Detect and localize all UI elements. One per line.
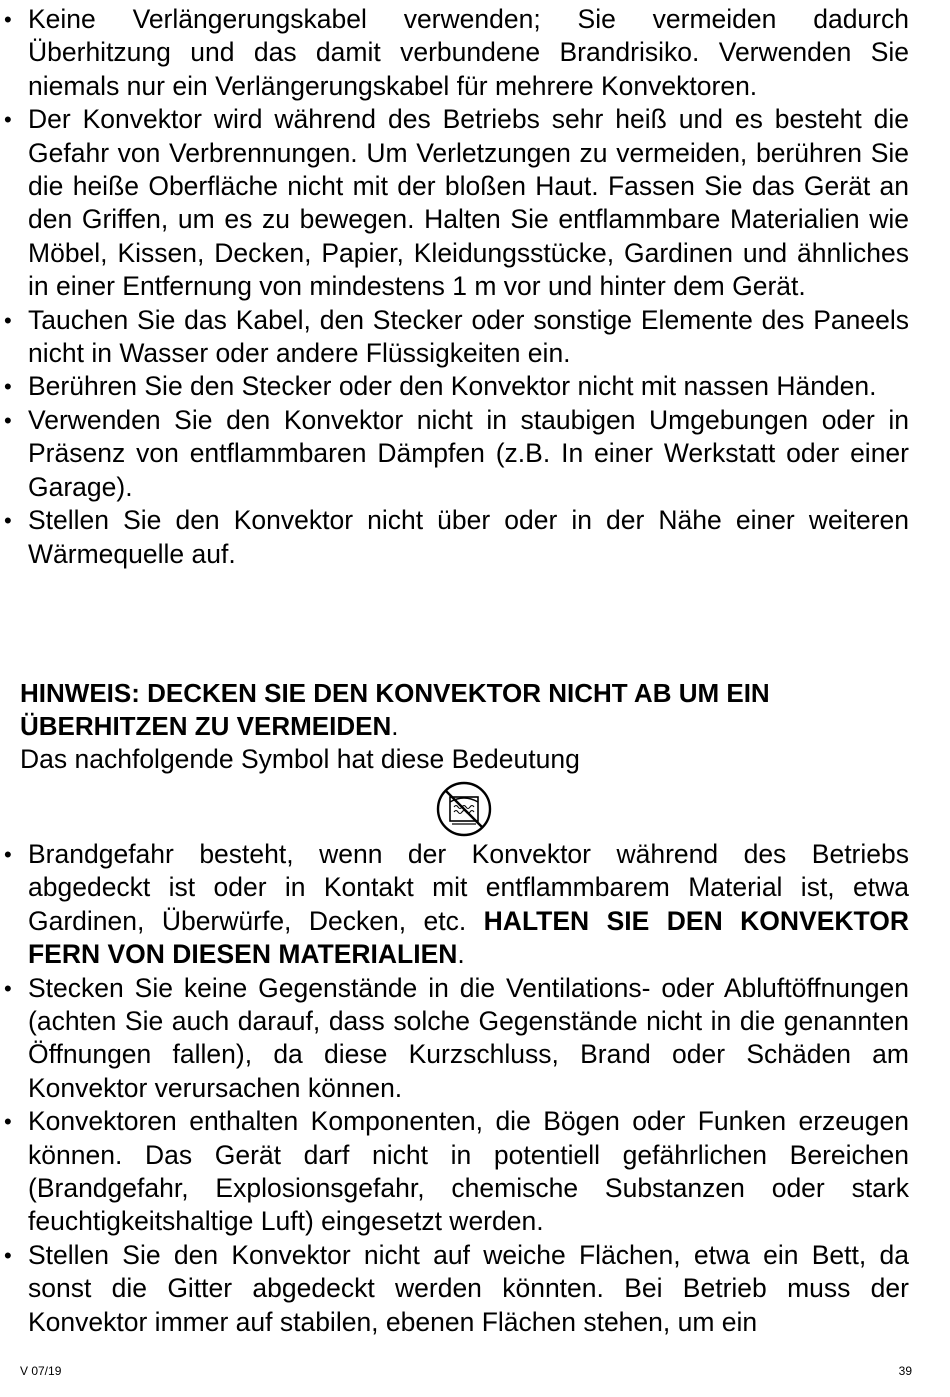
safety-list-top (28, 3, 909, 571)
do-not-cover-icon (435, 780, 493, 838)
symbol-caption: Das nachfolgende Symbol hat diese Bedeutung (20, 744, 580, 774)
notice-heading (20, 677, 920, 743)
list-item: • Verwenden Sie den Konvektor nicht in staubigen Umgebungen oder in Präsenz von entflammbaren Dämpfen (z.B. In einer Werkstatt oder einer Garage). (28, 404, 909, 504)
list-item: • Stellen Sie den Konvektor nicht auf weiche Flächen, etwa ein Bett, da sonst die Gitter abgedeckt werden könnten. Bei Betrieb muss der Konvektor immer auf stabilen, ebenen Flächen stehen, um ein (28, 1239, 909, 1339)
list-item: • Konvektoren enthalten Komponenten, die Bögen oder Funken erzeugen können. Das Gerät darf nicht in potentiell gefährlichen Bereichen (Brandgefahr, Explosionsgefahr, chemische Substanzen oder stark feuchtigkeitshaltige Luft) eingesetzt werden. (28, 1105, 909, 1239)
list-item-emphasis: HALTEN SIE DEN KONVEKTOR FERN VON DIESEN MATERIALIEN (28, 905, 909, 970)
list-item: • Keine Verlängerungskabel verwenden; Sie vermeiden dadurch Überhitzung und das damit verbundene Brandrisiko. Verwenden Sie niemals nur ein Verlängerungskabel für mehrere Konvektoren. (28, 3, 909, 103)
list-item-period: . (457, 939, 465, 970)
list-item: • Der Konvektor wird während des Betriebs sehr heiß und es besteht die Gefahr von Verbrennungen. Um Verletzungen zu vermeiden, berühren Sie die heiße Oberfläche nicht mit der bloßen Haut. Fassen Sie das Gerät an den Griffen, um es zu bewegen. Halten Sie entflammbare Materialien wie Möbel, Kissen, Decken, Papier, Kleidungsstücke, Gardinen und ähnliches in einer Entfernung von mindestens 1 m vor und hinter dem Gerät. (28, 103, 909, 303)
list-item: • Tauchen Sie das Kabel, den Stecker oder sonstige Elemente des Paneels nicht in Wasser oder andere Flüssigkeiten ein. (28, 304, 909, 371)
notice-period: . (391, 711, 399, 741)
list-item: • Stellen Sie den Konvektor nicht über oder in der Nähe einer weiteren Wärmequelle auf. (28, 504, 909, 571)
page-number: 39 (898, 1364, 912, 1378)
list-item: • Stecken Sie keine Gegenstände in die Ventilations- oder Abluftöffnungen (achten Sie auch darauf, dass solche Gegenstände nicht in die genannten Öffnungen fallen), da diese Kurzschluss, Brand oder Schäden am Konvektor verursachen können. (28, 972, 909, 1106)
footer-version: V 07/19 (20, 1364, 62, 1378)
safety-list-bottom (28, 838, 909, 1339)
notice-text: HINWEIS: DECKEN SIE DEN KONVEKTOR NICHT AB UM EIN ÜBERHITZEN ZU VERMEIDEN (20, 678, 770, 741)
list-item-text: Brandgefahr besteht, wenn der Konvektor während des Betriebs abgedeckt ist oder in Kontakt mit entflammbarem Material ist, etwa Gardinen, Überwürfe, Decken, etc. (28, 839, 909, 936)
list-item: • Berühren Sie den Stecker oder den Konvektor nicht mit nassen Händen. (28, 370, 909, 403)
list-item (28, 838, 909, 972)
